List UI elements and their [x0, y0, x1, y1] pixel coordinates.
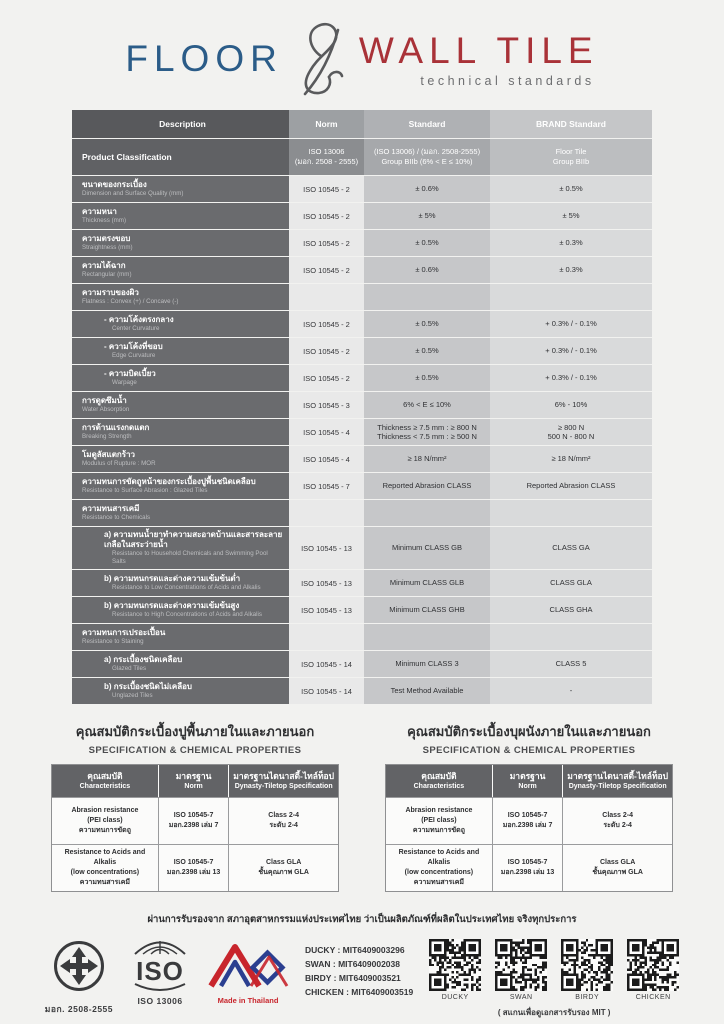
row-description-cell: [72, 392, 289, 418]
classification-norm: [289, 139, 364, 175]
row-label-thai: ความทนการขัดถูหน้าของกระเบื้องปูพื้นชนิดเคลือบ: [82, 477, 256, 486]
spec-table: [51, 764, 339, 892]
standard-line: Test Method Available: [390, 686, 464, 696]
row-label-english: Warpage: [112, 379, 137, 386]
spec-table: [385, 764, 673, 892]
spec-header-english: Dynasty-Tiletop Specification: [234, 783, 333, 790]
spec-header-thai: มาตรฐานไดนาสตี้-ไทล์ท็อป: [567, 771, 669, 781]
brand-line: + 0.3% / - 0.1%: [545, 373, 597, 383]
spec-data-cell: [492, 845, 564, 891]
classification-standard-line: Group BIIb (6% < E ≤ 10%): [381, 157, 473, 166]
table-row: [72, 419, 652, 446]
spec-cell-line: ISO 10545-7: [173, 812, 214, 819]
table-row: [72, 527, 652, 570]
row-brand-cell: [490, 651, 652, 677]
spec-cell-line: Resistance to Acids and Alkalis: [64, 849, 146, 866]
row-standard-cell: [364, 597, 490, 623]
spec-data-row: [52, 797, 338, 844]
row-norm-cell: ISO 10545 - 13: [289, 527, 364, 569]
row-description-cell: [72, 527, 289, 569]
row-standard-cell: [364, 446, 490, 472]
row-standard-cell: [364, 473, 490, 499]
row-norm-cell: [289, 500, 364, 526]
spec-cell-line: ISO 10545-7: [507, 859, 548, 866]
mit-code-list: [305, 939, 413, 999]
spec-cell-line: ความทนการขัดถู: [78, 827, 131, 834]
qr-item: [627, 939, 679, 1001]
row-label-english: Dimension and Surface Quality (mm): [82, 190, 184, 197]
header-standard: Standard: [364, 110, 490, 138]
row-norm-cell: ISO 10545 - 2: [289, 176, 364, 202]
row-standard-cell: [364, 176, 490, 202]
row-standard-cell: [364, 527, 490, 569]
brand-logo: [0, 0, 724, 96]
row-label-thai: - ความโค้งตรงกลาง: [104, 315, 174, 324]
qr-item: [561, 939, 613, 1001]
row-standard-cell: [364, 624, 490, 650]
table-row: [72, 678, 652, 705]
row-brand-cell: [490, 311, 652, 337]
certification-statement: ผ่านการรับรองจาก สภาอุตสาหกรรมแห่งประเทศไทย ว่าเป็นผลิตภัณฑ์ที่ผลิตในประเทศไทย จริงทุกประการ: [147, 914, 577, 925]
row-brand-cell: [490, 446, 652, 472]
iso-logo-block: [129, 939, 191, 1006]
classification-brand: [490, 139, 652, 175]
spec-cell-line: ความทนสารเคมี: [79, 879, 131, 886]
qr-code: [561, 939, 613, 991]
standard-line: Minimum CLASS GLB: [389, 578, 465, 588]
row-brand-cell: [490, 365, 652, 391]
spec-header-english: Characteristics: [79, 783, 131, 790]
qr-item: [495, 939, 547, 1001]
row-brand-cell: [490, 203, 652, 229]
spec-cell-line: Class 2-4: [602, 812, 634, 819]
brand-line: ± 0.3%: [559, 265, 583, 275]
tis-mark-icon: [52, 939, 106, 998]
spec-data-cell: [229, 845, 338, 891]
row-norm-cell: ISO 10545 - 3: [289, 392, 364, 418]
row-label-english: Resistance to Surface Abrasion : Glazed Tiles: [82, 487, 208, 494]
spec-header-thai: คุณสมบัติ: [421, 771, 457, 781]
qr-label: BIRDY: [575, 994, 600, 1001]
brand-line: Reported Abrasion CLASS: [526, 481, 616, 491]
row-brand-cell: [490, 230, 652, 256]
row-label-english: Unglazed Tiles: [112, 692, 153, 699]
spec-data-cell: [563, 845, 672, 891]
row-label-thai: a) กระเบื้องชนิดเคลือบ: [104, 655, 183, 664]
row-norm-cell: ISO 10545 - 14: [289, 651, 364, 677]
qr-zone: [429, 939, 679, 1019]
row-brand-cell: [490, 338, 652, 364]
spec-data-cell: [492, 798, 564, 844]
spec-header-cell: [158, 765, 230, 797]
row-label-thai: ขนาดของกระเบื้อง: [82, 180, 147, 189]
spec-cell-line: (PEI class): [87, 817, 123, 824]
row-label-english: Edge Curvature: [112, 352, 156, 359]
spec-data-row: [52, 844, 338, 891]
row-standard-cell: [364, 284, 490, 310]
row-norm-cell: ISO 10545 - 2: [289, 311, 364, 337]
made-in-thailand-label: Made in Thailand: [217, 996, 279, 1005]
spec-cell-line: Class 2-4: [268, 812, 300, 819]
row-norm-cell: ISO 10545 - 7: [289, 473, 364, 499]
brand-line: CLASS 5: [555, 659, 587, 669]
table-row: [72, 203, 652, 230]
row-label-thai: ความตรงขอบ: [82, 234, 131, 243]
standard-line: Thickness < 7.5 mm : ≥ 500 N: [377, 432, 477, 441]
row-description-cell: [72, 473, 289, 499]
row-description-cell: [72, 597, 289, 623]
row-description-cell: [72, 338, 289, 364]
row-label-english: Resistance to Staining: [82, 638, 144, 645]
row-label-thai: b) กระเบื้องชนิดไม่เคลือบ: [104, 682, 192, 691]
row-label-english: Breaking Strength: [82, 433, 132, 440]
tis-label: มอก. 2508-2555: [44, 1004, 114, 1014]
standard-line: Minimum CLASS 3: [395, 659, 459, 669]
spec-cell-line: ระดับ 2-4: [269, 822, 298, 829]
header-description: Description: [72, 110, 289, 138]
spec-data-cell: [52, 845, 158, 891]
spec-header-thai: มาตรฐานไดนาสตี้-ไทล์ท็อป: [233, 771, 335, 781]
standard-line: ± 0.5%: [415, 346, 439, 356]
mit-code-line: BIRDY : MIT6409003521: [305, 973, 401, 983]
row-standard-cell: [364, 365, 490, 391]
brand-line: CLASS GLA: [550, 578, 592, 588]
table-row: [72, 651, 652, 678]
spec-cell-line: (low concentrations): [404, 869, 474, 876]
header-norm: Norm: [289, 110, 364, 138]
row-brand-cell: [490, 527, 652, 569]
row-label-thai: การดูดซึมน้ำ: [82, 396, 127, 405]
row-norm-cell: ISO 10545 - 4: [289, 419, 364, 445]
table-row: [72, 597, 652, 624]
spec-cell-line: มอก.2398 เล่ม 13: [166, 869, 221, 876]
globe-bottom-arc: [129, 982, 191, 992]
row-label-english: Straightness (mm): [82, 244, 133, 251]
mit-code-line: CHICKEN : MIT6409003519: [305, 987, 414, 997]
row-norm-cell: ISO 10545 - 2: [289, 257, 364, 283]
row-description-cell: [72, 651, 289, 677]
table-row: [72, 392, 652, 419]
row-label-english: Resistance to Chemicals: [82, 514, 151, 521]
row-standard-cell: [364, 678, 490, 704]
spec-data-cell: [386, 798, 492, 844]
spec-cell-line: มอก.2398 เล่ม 7: [502, 822, 553, 829]
row-description-cell: [72, 678, 289, 704]
row-description-cell: [72, 419, 289, 445]
spec-section: [0, 721, 724, 892]
row-norm-cell: ISO 10545 - 13: [289, 597, 364, 623]
row-label-thai: ความหนา: [82, 207, 117, 216]
row-label-thai: b) ความทนกรดและด่างความเข้มข้นสูง: [104, 601, 240, 610]
brand-line: ≥ 800 N: [557, 422, 585, 432]
classification-brand-line: Floor Tile: [555, 147, 587, 156]
row-standard-cell: [364, 230, 490, 256]
brand-line: ± 5%: [562, 211, 580, 221]
tis-mark-block: [45, 939, 113, 1016]
spec-header-cell: [563, 765, 672, 797]
row-label-english: Modulus of Rupture : MOR: [82, 460, 156, 467]
row-standard-cell: [364, 570, 490, 596]
logo-floor-text: FLOOR: [125, 38, 283, 79]
row-description-cell: [72, 284, 289, 310]
row-label-english: Center Curvature: [112, 325, 160, 332]
row-brand-cell: [490, 257, 652, 283]
standard-line: ± 5%: [418, 211, 436, 221]
spec-header-english: Characteristics: [413, 783, 465, 790]
standards-table: [72, 110, 652, 705]
row-brand-cell: [490, 597, 652, 623]
spec-header-row: [386, 765, 672, 797]
row-label-thai: การต้านแรงกดแตก: [82, 423, 150, 432]
spec-data-cell: [229, 798, 338, 844]
row-description-cell: [72, 624, 289, 650]
made-in-thailand-icon: [207, 939, 289, 994]
spec-cell-line: (low concentrations): [70, 869, 140, 876]
qr-row: [429, 939, 679, 1001]
classification-brand-line: Group BIIb: [552, 157, 590, 166]
row-brand-cell: [490, 500, 652, 526]
row-description-cell: [72, 365, 289, 391]
logo-tagline: technical standards: [420, 74, 595, 88]
spec-cell-line: มอก.2398 เล่ม 7: [168, 822, 219, 829]
standard-line: Minimum CLASS GHB: [389, 605, 465, 615]
brand-line: + 0.3% / - 0.1%: [545, 319, 597, 329]
row-standard-cell: [364, 311, 490, 337]
spec-data-cell: [52, 798, 158, 844]
classification-standard-line: (ISO 13006) / (มอก. 2508-2555): [373, 147, 481, 156]
row-norm-cell: ISO 10545 - 13: [289, 570, 364, 596]
row-description-cell: [72, 176, 289, 202]
table-body: [72, 176, 652, 705]
classification-norm-line: (มอก. 2508 - 2555): [294, 157, 359, 166]
spec-header-english: Norm: [518, 783, 537, 790]
spec-header-thai: มาตรฐาน: [509, 771, 546, 781]
row-norm-cell: ISO 10545 - 14: [289, 678, 364, 704]
row-description-cell: [72, 257, 289, 283]
standard-line: ± 0.5%: [415, 238, 439, 248]
row-description-cell: [72, 203, 289, 229]
row-brand-cell: [490, 419, 652, 445]
spec-header-cell: [492, 765, 564, 797]
row-label-english: Thickness (mm): [82, 217, 127, 224]
spec-header-english: Dynasty-Tiletop Specification: [568, 783, 667, 790]
row-label-english: Glazed Tiles: [112, 665, 147, 672]
row-norm-cell: ISO 10545 - 2: [289, 203, 364, 229]
spec-cell-line: Resistance to Acids and Alkalis: [398, 849, 480, 866]
standard-line: Thickness ≥ 7.5 mm : ≥ 800 N: [377, 422, 477, 432]
brand-line: 500 N - 800 N: [547, 432, 595, 441]
product-classification-row: [72, 139, 652, 176]
spec-header-cell: [229, 765, 338, 797]
standard-line: 6% < E ≤ 10%: [403, 400, 451, 410]
row-standard-cell: [364, 500, 490, 526]
qr-caption: ( สแกนเพื่อดูเอกสารรับรอง MIT ): [497, 1008, 611, 1017]
row-label-english: Resistance to High Concentrations of Acids and Alkalis: [112, 611, 262, 618]
row-label-english: Water Absorption: [82, 406, 130, 413]
spec-data-cell: [158, 798, 230, 844]
row-label-thai: a) ความทนน้ำยาทำความสะอาดบ้านและสารละลายเกลือในสระว่ายน้ำ: [104, 530, 283, 549]
row-label-thai: ความทนสารเคมี: [82, 504, 140, 513]
row-label-thai: ความทนการเปรอะเปื้อน: [82, 628, 166, 637]
spec-header-thai: มาตรฐาน: [175, 771, 212, 781]
footer-logos-row: [0, 939, 724, 1019]
spec-subtitle: SPECIFICATION & CHEMICAL PROPERTIES: [422, 745, 636, 756]
spec-cell-line: Class GLA: [265, 859, 302, 866]
spec-data-cell: [386, 845, 492, 891]
spec-header-row: [52, 765, 338, 797]
row-standard-cell: [364, 392, 490, 418]
classification-standard: [364, 139, 490, 175]
row-label-english: Rectangular (mm): [82, 271, 132, 278]
ampersand-icon: [291, 22, 351, 96]
spec-title: คุณสมบัติกระเบื้องปูพื้นภายในและภายนอก: [75, 724, 315, 739]
brand-line: ± 0.5%: [559, 184, 583, 194]
spec-cell-line: ระดับ 2-4: [603, 822, 632, 829]
brand-line: CLASS GA: [552, 543, 590, 553]
table-row: [72, 311, 652, 338]
brand-line: ≥ 18 N/mm²: [551, 454, 591, 464]
qr-label: CHICKEN: [635, 994, 671, 1001]
row-norm-cell: ISO 10545 - 2: [289, 338, 364, 364]
row-label-thai: - ความโค้งที่ขอบ: [104, 342, 163, 351]
row-label-thai: ความได้ฉาก: [82, 261, 126, 270]
row-norm-cell: [289, 284, 364, 310]
standard-line: ± 0.5%: [415, 373, 439, 383]
row-standard-cell: [364, 419, 490, 445]
spec-cell-line: มอก.2398 เล่ม 13: [500, 869, 555, 876]
row-brand-cell: [490, 176, 652, 202]
table-row: [72, 257, 652, 284]
row-label-thai: b) ความทนกรดและด่างความเข้มข้นต่ำ: [104, 574, 241, 583]
table-row: [72, 473, 652, 500]
brand-line: CLASS GHA: [549, 605, 593, 615]
row-label-english: Resistance to Household Chemicals and Swimming Pool Salts: [112, 550, 268, 565]
table-row: [72, 624, 652, 651]
spec-data-row: [386, 844, 672, 891]
qr-code: [495, 939, 547, 991]
qr-code: [429, 939, 481, 991]
classification-norm-line: ISO 13006: [308, 147, 345, 156]
row-label-thai: - ความบิดเบี้ยว: [104, 369, 156, 378]
row-label-thai: ความราบของผิว: [82, 288, 139, 297]
row-norm-cell: ISO 10545 - 2: [289, 365, 364, 391]
table-row: [72, 500, 652, 527]
standard-line: ± 0.6%: [415, 265, 439, 275]
row-standard-cell: [364, 338, 490, 364]
spec-cell-line: ชั้นคุณภาพ GLA: [592, 869, 643, 876]
brand-line: 6% - 10%: [554, 400, 588, 410]
qr-item: [429, 939, 481, 1001]
table-row: [72, 284, 652, 311]
spec-header-thai: คุณสมบัติ: [87, 771, 123, 781]
spec-card: [379, 721, 679, 892]
spec-cell-line: ISO 10545-7: [507, 812, 548, 819]
row-brand-cell: [490, 473, 652, 499]
row-description-cell: [72, 500, 289, 526]
classification-label: Product Classification: [72, 139, 289, 175]
row-norm-cell: ISO 10545 - 4: [289, 446, 364, 472]
row-description-cell: [72, 230, 289, 256]
row-brand-cell: [490, 570, 652, 596]
spec-data-cell: [563, 798, 672, 844]
row-standard-cell: [364, 257, 490, 283]
row-brand-cell: [490, 678, 652, 704]
row-description-cell: [72, 311, 289, 337]
spec-header-cell: [52, 765, 158, 797]
iso-logo-text: ISO: [136, 956, 184, 986]
table-row: [72, 446, 652, 473]
spec-cell-line: ISO 10545-7: [173, 859, 214, 866]
spec-data-cell: [158, 845, 230, 891]
spec-header-english: Norm: [184, 783, 203, 790]
table-header-row: [72, 110, 652, 139]
spec-cell-line: Class GLA: [599, 859, 636, 866]
standard-line: Minimum CLASS GB: [391, 543, 463, 553]
row-label-thai: โมดูลัสแตกร้าว: [82, 450, 136, 459]
table-row: [72, 230, 652, 257]
table-row: [72, 365, 652, 392]
qr-label: DUCKY: [441, 994, 469, 1001]
row-label-english: Resistance to Low Concentrations of Acids and Alkalis: [112, 584, 261, 591]
table-row: [72, 570, 652, 597]
spec-data-row: [386, 797, 672, 844]
row-standard-cell: [364, 651, 490, 677]
brand-line: -: [569, 686, 573, 696]
row-standard-cell: [364, 203, 490, 229]
spec-header-cell: [386, 765, 492, 797]
row-label-english: Flatness : Convex (+) / Concave (-): [82, 298, 179, 305]
row-norm-cell: ISO 10545 - 2: [289, 230, 364, 256]
qr-label: SWAN: [509, 994, 533, 1001]
spec-subtitle: SPECIFICATION & CHEMICAL PROPERTIES: [88, 745, 302, 756]
spec-cell-line: ความทนสารเคมี: [413, 879, 465, 886]
row-brand-cell: [490, 392, 652, 418]
made-in-thailand-block: [207, 939, 289, 1005]
logo-wall-text: WALL TILE: [358, 30, 599, 71]
spec-cell-line: ชั้นคุณภาพ GLA: [258, 869, 309, 876]
row-description-cell: [72, 570, 289, 596]
standard-line: ± 0.6%: [415, 184, 439, 194]
row-norm-cell: [289, 624, 364, 650]
brand-line: + 0.3% / - 0.1%: [545, 346, 597, 356]
table-row: [72, 338, 652, 365]
mit-code-line: DUCKY : MIT6409003296: [305, 945, 405, 955]
row-brand-cell: [490, 284, 652, 310]
standard-line: ≥ 18 N/mm²: [407, 454, 447, 464]
row-description-cell: [72, 446, 289, 472]
spec-card: [45, 721, 345, 892]
brand-line: ± 0.3%: [559, 238, 583, 248]
spec-cell-line: Abrasion resistance: [71, 807, 139, 814]
spec-title: คุณสมบัติกระเบื้องบุผนังภายในและภายนอก: [407, 724, 651, 739]
standard-line: Reported Abrasion CLASS: [382, 481, 472, 491]
header-brand-standard: BRAND Standard: [490, 110, 652, 138]
mit-code-line: SWAN : MIT6409002038: [305, 959, 400, 969]
row-brand-cell: [490, 624, 652, 650]
table-row: [72, 176, 652, 203]
spec-cell-line: Abrasion resistance: [405, 807, 473, 814]
standard-line: ± 0.5%: [415, 319, 439, 329]
qr-code: [627, 939, 679, 991]
spec-cell-line: ความทนการขัดถู: [412, 827, 465, 834]
spec-cell-line: (PEI class): [421, 817, 457, 824]
iso-13006-label: ISO 13006: [137, 996, 183, 1006]
